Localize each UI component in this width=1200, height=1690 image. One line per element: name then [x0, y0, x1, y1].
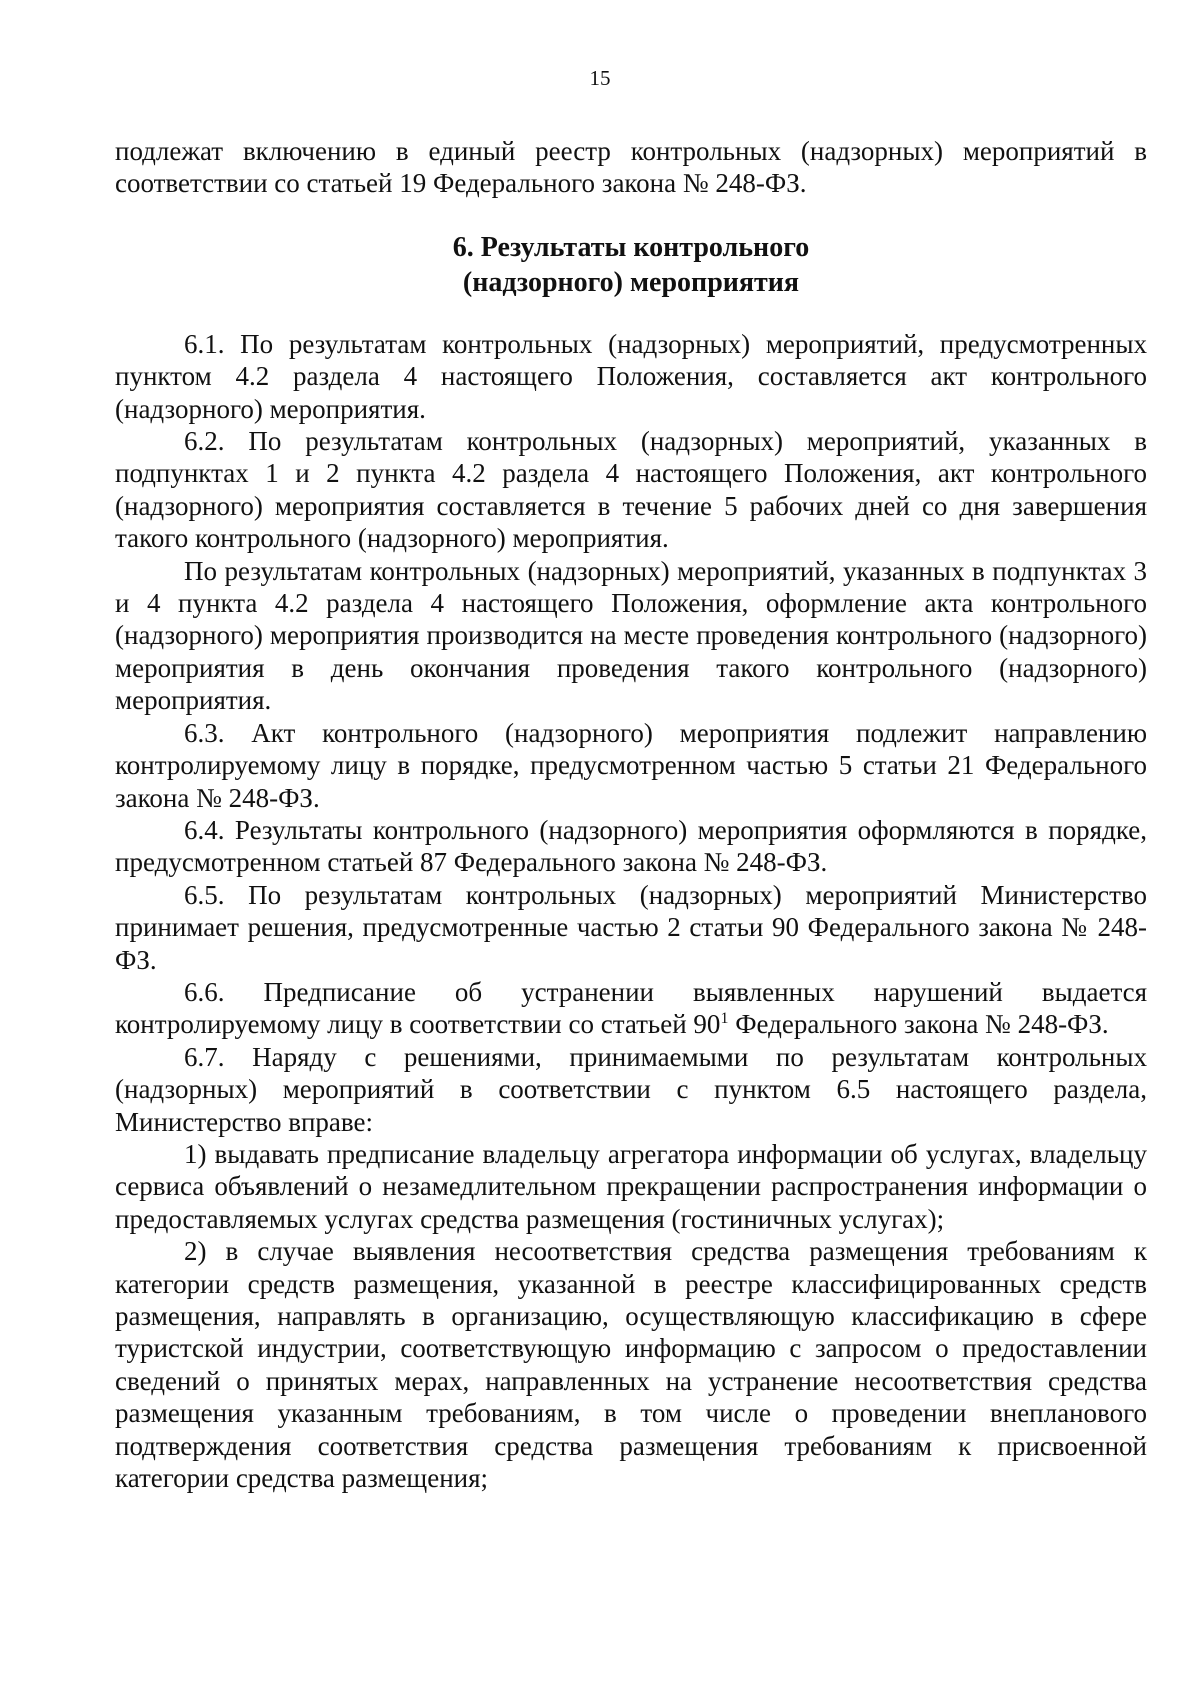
paragraph-6-6-text: 6.6. Предписание об устранении выявленных нарушений выдается контролируемому лицу в соответствии со статьей 90 [115, 976, 1147, 1040]
paragraph-6-5: 6.5. По результатам контрольных (надзорных) мероприятий Министерство принимает решения, предусмотренные частью 2 статьи 90 Федерального закона № 248-ФЗ. [115, 879, 1147, 975]
document-body [115, 135, 1147, 1494]
paragraph-6-7: 6.7. Наряду с решениями, принимаемыми по результатам контрольных (надзорных) мероприятий в соответствии с пунктом 6.5 настоящего раздела, Министерство вправе: [115, 1041, 1147, 1137]
paragraph-6-1: 6.1. По результатам контрольных (надзорных) мероприятий, предусмотренных пунктом 4.2 раздела 4 настоящего Положения, составляется акт контрольного (надзорного) мероприятия. [115, 328, 1147, 424]
section-heading-line-2: (надзорного) мероприятия [462, 266, 800, 298]
paragraph-6-6-tail: Федерального закона № 248-ФЗ. [728, 1009, 1109, 1040]
paragraph-6-6 [115, 976, 1147, 1041]
section-heading-line-1: 6. Результаты контрольного [452, 231, 810, 263]
article-superscript: 1 [720, 1010, 729, 1028]
paragraph-6-2-continued: По результатам контрольных (надзорных) мероприятий, указанных в подпунктах 3 и 4 пункта 4.2 раздела 4 настоящего Положения, оформление акта контрольного (надзорного) мероприятия производится на месте проведения контрольного (надзорного) мероприятия в день окончания проведения такого контрольного (надзорного) мероприятия. [115, 555, 1147, 716]
list-item-2: 2) в случае выявления несоответствия средства размещения требованиям к категории средств размещения, указанной в реестре классифицированных средств размещения, направлять в организацию, осуществляющую классификацию в сфере туристской индустрии, соответствующую информацию с запросом о предоставлении сведений о принятых мерах, направленных на устранение несоответствия средства размещения указанным требованиям, в том числе о проведении внепланового подтверждения соответствия средства размещения требованиям к присвоенной категории средства размещения; [115, 1236, 1147, 1494]
intro-paragraph: подлежат включению в единый реестр контрольных (надзорных) мероприятий в соответствии со статьей 19 Федерального закона № 248-ФЗ. [115, 136, 1147, 199]
page-number: 15 [589, 66, 611, 90]
list-item-1: 1) выдавать предписание владельцу агрегатора информации об услугах, владельцу сервиса объявлений о незамедлительном прекращении распространения информации о предоставляемых услугах средства размещения (гостиничных услугах); [115, 1138, 1147, 1234]
paragraph-6-3: 6.3. Акт контрольного (надзорного) мероприятия подлежит направлению контролируемому лицу в порядке, предусмотренном частью 5 статьи 21 Федерального закона № 248-ФЗ. [115, 717, 1147, 813]
section-heading [115, 230, 1147, 300]
paragraph-6-4: 6.4. Результаты контрольного (надзорного) мероприятия оформляются в порядке, предусмотренном статьей 87 Федерального закона № 248-ФЗ. [115, 814, 1147, 878]
paragraph-6-2: 6.2. По результатам контрольных (надзорных) мероприятий, указанных в подпунктах 1 и 2 пункта 4.2 раздела 4 настоящего Положения, акт контрольного (надзорного) мероприятия составляется в течение 5 рабочих дней со дня завершения такого контрольного (надзорного) мероприятия. [115, 426, 1147, 554]
